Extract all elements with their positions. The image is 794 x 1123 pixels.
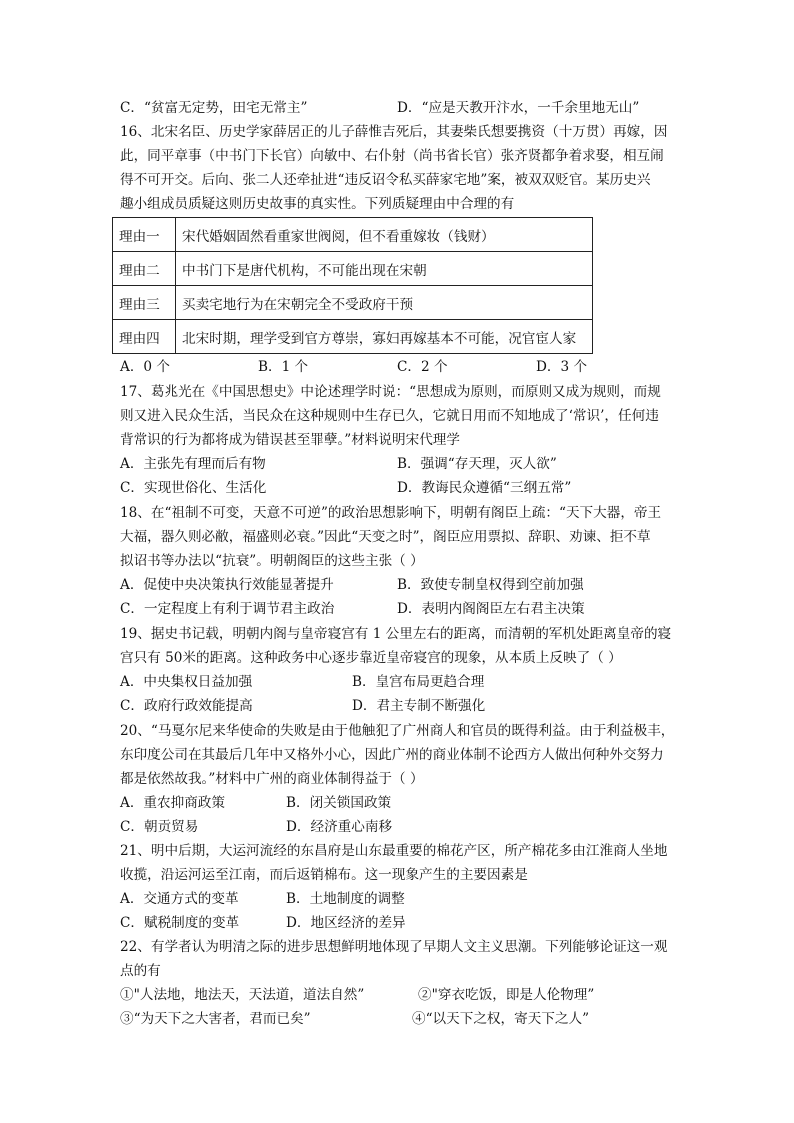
reason-label: 理由一: [113, 218, 176, 252]
q20-stem-line: 都是依然故我。”材料中广州的商业体制得益于（ ）: [120, 771, 424, 787]
table-row: [113, 320, 593, 354]
q16-stem-line: 趣小组成员质疑这则历史故事的真实性。下列质疑理由中合理的有: [120, 196, 515, 212]
table-row: [113, 286, 593, 320]
q18-option-b: B．致使专制皇权得到空前加强: [397, 577, 584, 593]
q17-option-c: C．实现世俗化、生活化: [120, 480, 267, 496]
q17-stem-line: 背常识的行为都将成为错误甚至罪孽。”材料说明宋代理学: [120, 432, 460, 448]
q22-item-2: ②"穿衣吃饭，即是人伦物理”: [418, 987, 595, 1003]
q19-option-a: A．中央集权日益加强: [120, 674, 253, 690]
reason-text: 买卖宅地行为在宋朝完全不受政府干预: [176, 286, 593, 320]
q19-stem-line: 19、据史书记载，明朝内阁与皇帝寝宫有 1 公里左右的距离，而清朝的军机处距离皇帝的寝: [120, 626, 672, 642]
q19-option-c: C．政府行政效能提高: [120, 698, 253, 714]
q22-item-4: ④“以天下之权，寄天下之人”: [412, 1011, 590, 1027]
q16-stem-line: 16、北宋名臣、历史学家薛居正的儿子薛惟吉死后，其妻柴氏想要携资（十万贯）再嫁，因: [120, 124, 668, 140]
table-row: [113, 252, 593, 286]
q22-item-1: ①"人法地，地法天，天法道，道法自然”: [120, 987, 365, 1003]
q20-option-d: D．经济重心南移: [286, 819, 393, 835]
q21-option-a: A．交通方式的变革: [120, 891, 239, 907]
reason-label: 理由三: [113, 286, 176, 320]
q18-option-c: C．一定程度上有利于调节君主政治: [120, 601, 335, 617]
q15-option-d: D．“应是天教开汴水，一千余里地无山”: [397, 100, 640, 116]
q16-reasons-table: [112, 217, 593, 354]
q18-stem-line: 18、在“祖制不可变，天意不可逆”的政治思想影响下，明朝有阁臣上疏：“天下大器，帝王: [120, 505, 662, 521]
q19-stem-line: 宫只有 50米的距离。这种政务中心逐步靠近皇帝寝宫的现象，从本质上反映了（ ）: [120, 650, 622, 666]
reason-label: 理由四: [113, 320, 176, 354]
q16-stem-line: 此，同平章事（中书门下长官）向敏中、右仆射（尚书省长官）张齐贤都争着求娶，相互闹: [120, 148, 664, 164]
q20-stem-line: 20、“马戛尔尼来华使命的失败是由于他触犯了广州商人和官员的既得利益。由于利益极丰，: [120, 723, 675, 739]
q21-option-b: B．土地制度的调整: [286, 891, 405, 907]
q20-stem-line: 东印度公司在其最后几年中又格外小心，因此广州的商业体制不论西方人做出何种外交努力: [120, 747, 664, 763]
q22-stem-line: 点的有: [120, 963, 161, 979]
q19-option-d: D．君主专制不断强化: [352, 698, 486, 714]
q15-option-c: C．“贫富无定势，田宅无常主”: [120, 100, 308, 116]
q18-stem-line: 拟诏书等办法以“抗衰”。明朝阁臣的这些主张（ ）: [120, 553, 424, 569]
q21-option-c: C．赋税制度的变革: [120, 915, 240, 931]
q16-option-b: B．1 个: [258, 359, 309, 375]
q19-option-b: B．皇宫布局更趋合理: [352, 674, 485, 690]
q21-stem-line: 21、明中后期，大运河流经的东昌府是山东最重要的棉花产区，所产棉花多由江淮商人坐地: [120, 843, 668, 859]
q17-option-a: A．主张先有理而后有物: [120, 456, 266, 472]
q17-stem-line: 则又进入民众生活，当民众在这种规则中生存已久，它就日用而不知地成了‘常识’，任何违: [120, 408, 659, 424]
q17-option-b: B．强调“存天理，灭人欲”: [397, 456, 557, 472]
reason-text: 中书门下是唐代机构，不可能出现在宋朝: [176, 252, 593, 286]
table-row: [113, 218, 593, 252]
q20-option-b: B．闭关锁国政策: [286, 795, 392, 811]
q16-option-c: C．2 个: [397, 359, 448, 375]
reason-text: 宋代婚姻固然看重家世阀阅，但不看重嫁妆（钱财）: [176, 218, 593, 252]
q22-item-3: ③“为天下之大害者，君而已矣”: [120, 1011, 311, 1027]
q16-stem-line: 得不可开交。后向、张二人还牵扯进“违反诏令私买薛家宅地”案，被双双贬官。某历史兴: [120, 172, 651, 188]
q16-option-a: A．0 个: [120, 359, 170, 375]
q20-option-c: C．朝贡贸易: [120, 819, 199, 835]
q16-option-d: D．3 个: [536, 359, 588, 375]
q22-stem-line: 22、有学者认为明清之际的进步思想鲜明地体现了早期人文主义思潮。下列能够论证这一观: [120, 939, 668, 955]
q18-option-d: D．表明内阁阁臣左右君主决策: [397, 601, 585, 617]
q17-stem-line: 17、葛兆光在《中国思想史》中论述理学时说：“思想成为原则，而原则又成为规则，而规: [120, 384, 661, 400]
q18-stem-line: 大福，器久则必敝，福盛则必衰。”因此“天变之时”，阁臣应用票拟、辞职、劝谏、拒不草: [120, 529, 651, 545]
q21-option-d: D．地区经济的差异: [286, 915, 406, 931]
reason-text: 北宋时期，理学受到官方尊崇，寡妇再嫁基本不可能，况官宦人家: [176, 320, 593, 354]
q20-option-a: A．重农抑商政策: [120, 795, 225, 811]
reason-label: 理由二: [113, 252, 176, 286]
q17-option-d: D．教诲民众遵循“三纲五常”: [397, 480, 572, 496]
q18-option-a: A．促使中央决策执行效能显著提升: [120, 577, 334, 593]
q21-stem-line: 收揽，沿运河运至江南，而后返销棉布。这一现象产生的主要因素是: [120, 867, 528, 883]
